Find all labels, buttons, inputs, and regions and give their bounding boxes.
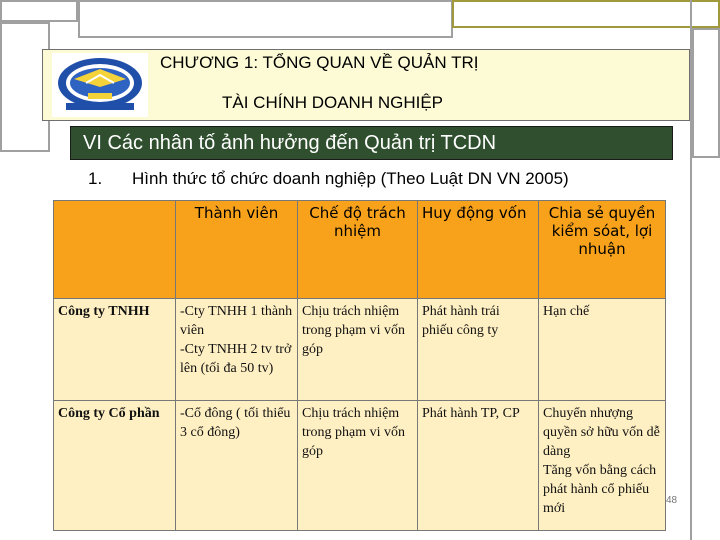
table-header-row bbox=[54, 201, 666, 299]
table-row bbox=[54, 401, 666, 531]
cell-line: Hạn chế bbox=[543, 304, 590, 319]
table-header-cell bbox=[54, 201, 176, 299]
table-header-cell: Chia sẻ quyền kiểm sóat, lợi nhuận bbox=[539, 201, 666, 299]
table-header-cell: Chế độ trách nhiệm bbox=[298, 201, 418, 299]
table-cell: Phát hành TP, CP bbox=[418, 401, 539, 531]
comparison-table bbox=[53, 200, 666, 531]
table-cell: Phát hành trái phiếu công ty bbox=[418, 299, 539, 401]
cell-line: -Cty TNHH 2 tv trở lên (tối đa 50 tv) bbox=[180, 342, 292, 376]
decorative-frame bbox=[0, 0, 78, 22]
table-row bbox=[54, 299, 666, 401]
table-cell bbox=[539, 299, 666, 401]
decorative-frame bbox=[78, 0, 453, 38]
decorative-rule bbox=[690, 0, 692, 540]
subsection-title: Hình thức tổ chức doanh nghiệp (Theo Luật DN VN 2005) bbox=[132, 169, 569, 188]
subsection-number: 1. bbox=[88, 169, 103, 188]
row-label: Công ty Cổ phần bbox=[54, 401, 176, 531]
table-header-cell: Thành viên bbox=[176, 201, 298, 299]
university-logo bbox=[52, 53, 148, 117]
section-heading-text: VI Các nhân tố ảnh hưởng đến Quản trị TCDN bbox=[83, 132, 497, 154]
section-heading bbox=[70, 126, 673, 160]
decorative-frame bbox=[452, 0, 720, 28]
table-cell: Chịu trách nhiệm trong phạm vi vốn góp bbox=[298, 401, 418, 531]
decorative-frame bbox=[692, 28, 720, 158]
row-label: Công ty TNHH bbox=[54, 299, 176, 401]
cell-line: Tăng vốn bằng cách phát hành cổ phiếu mới bbox=[543, 463, 657, 516]
table-header-cell: Huy động vốn bbox=[418, 201, 539, 299]
cell-line: Chuyển nhượng quyền sở hữu vốn dễ dàng bbox=[543, 406, 660, 459]
cell-line: -Cty TNHH 1 thành viên bbox=[180, 304, 293, 338]
page-title-line1: CHƯƠNG 1: TỔNG QUAN VỀ QUẢN TRỊ bbox=[160, 53, 479, 72]
table-cell bbox=[539, 401, 666, 531]
table-cell bbox=[176, 299, 298, 401]
page-number: 48 bbox=[666, 495, 678, 506]
page-title-line2: TÀI CHÍNH DOANH NGHIỆP bbox=[222, 93, 444, 112]
table-cell: -Cổ đông ( tối thiểu 3 cổ đông) bbox=[176, 401, 298, 531]
table-cell: Chịu trách nhiệm trong phạm vi vốn góp bbox=[298, 299, 418, 401]
